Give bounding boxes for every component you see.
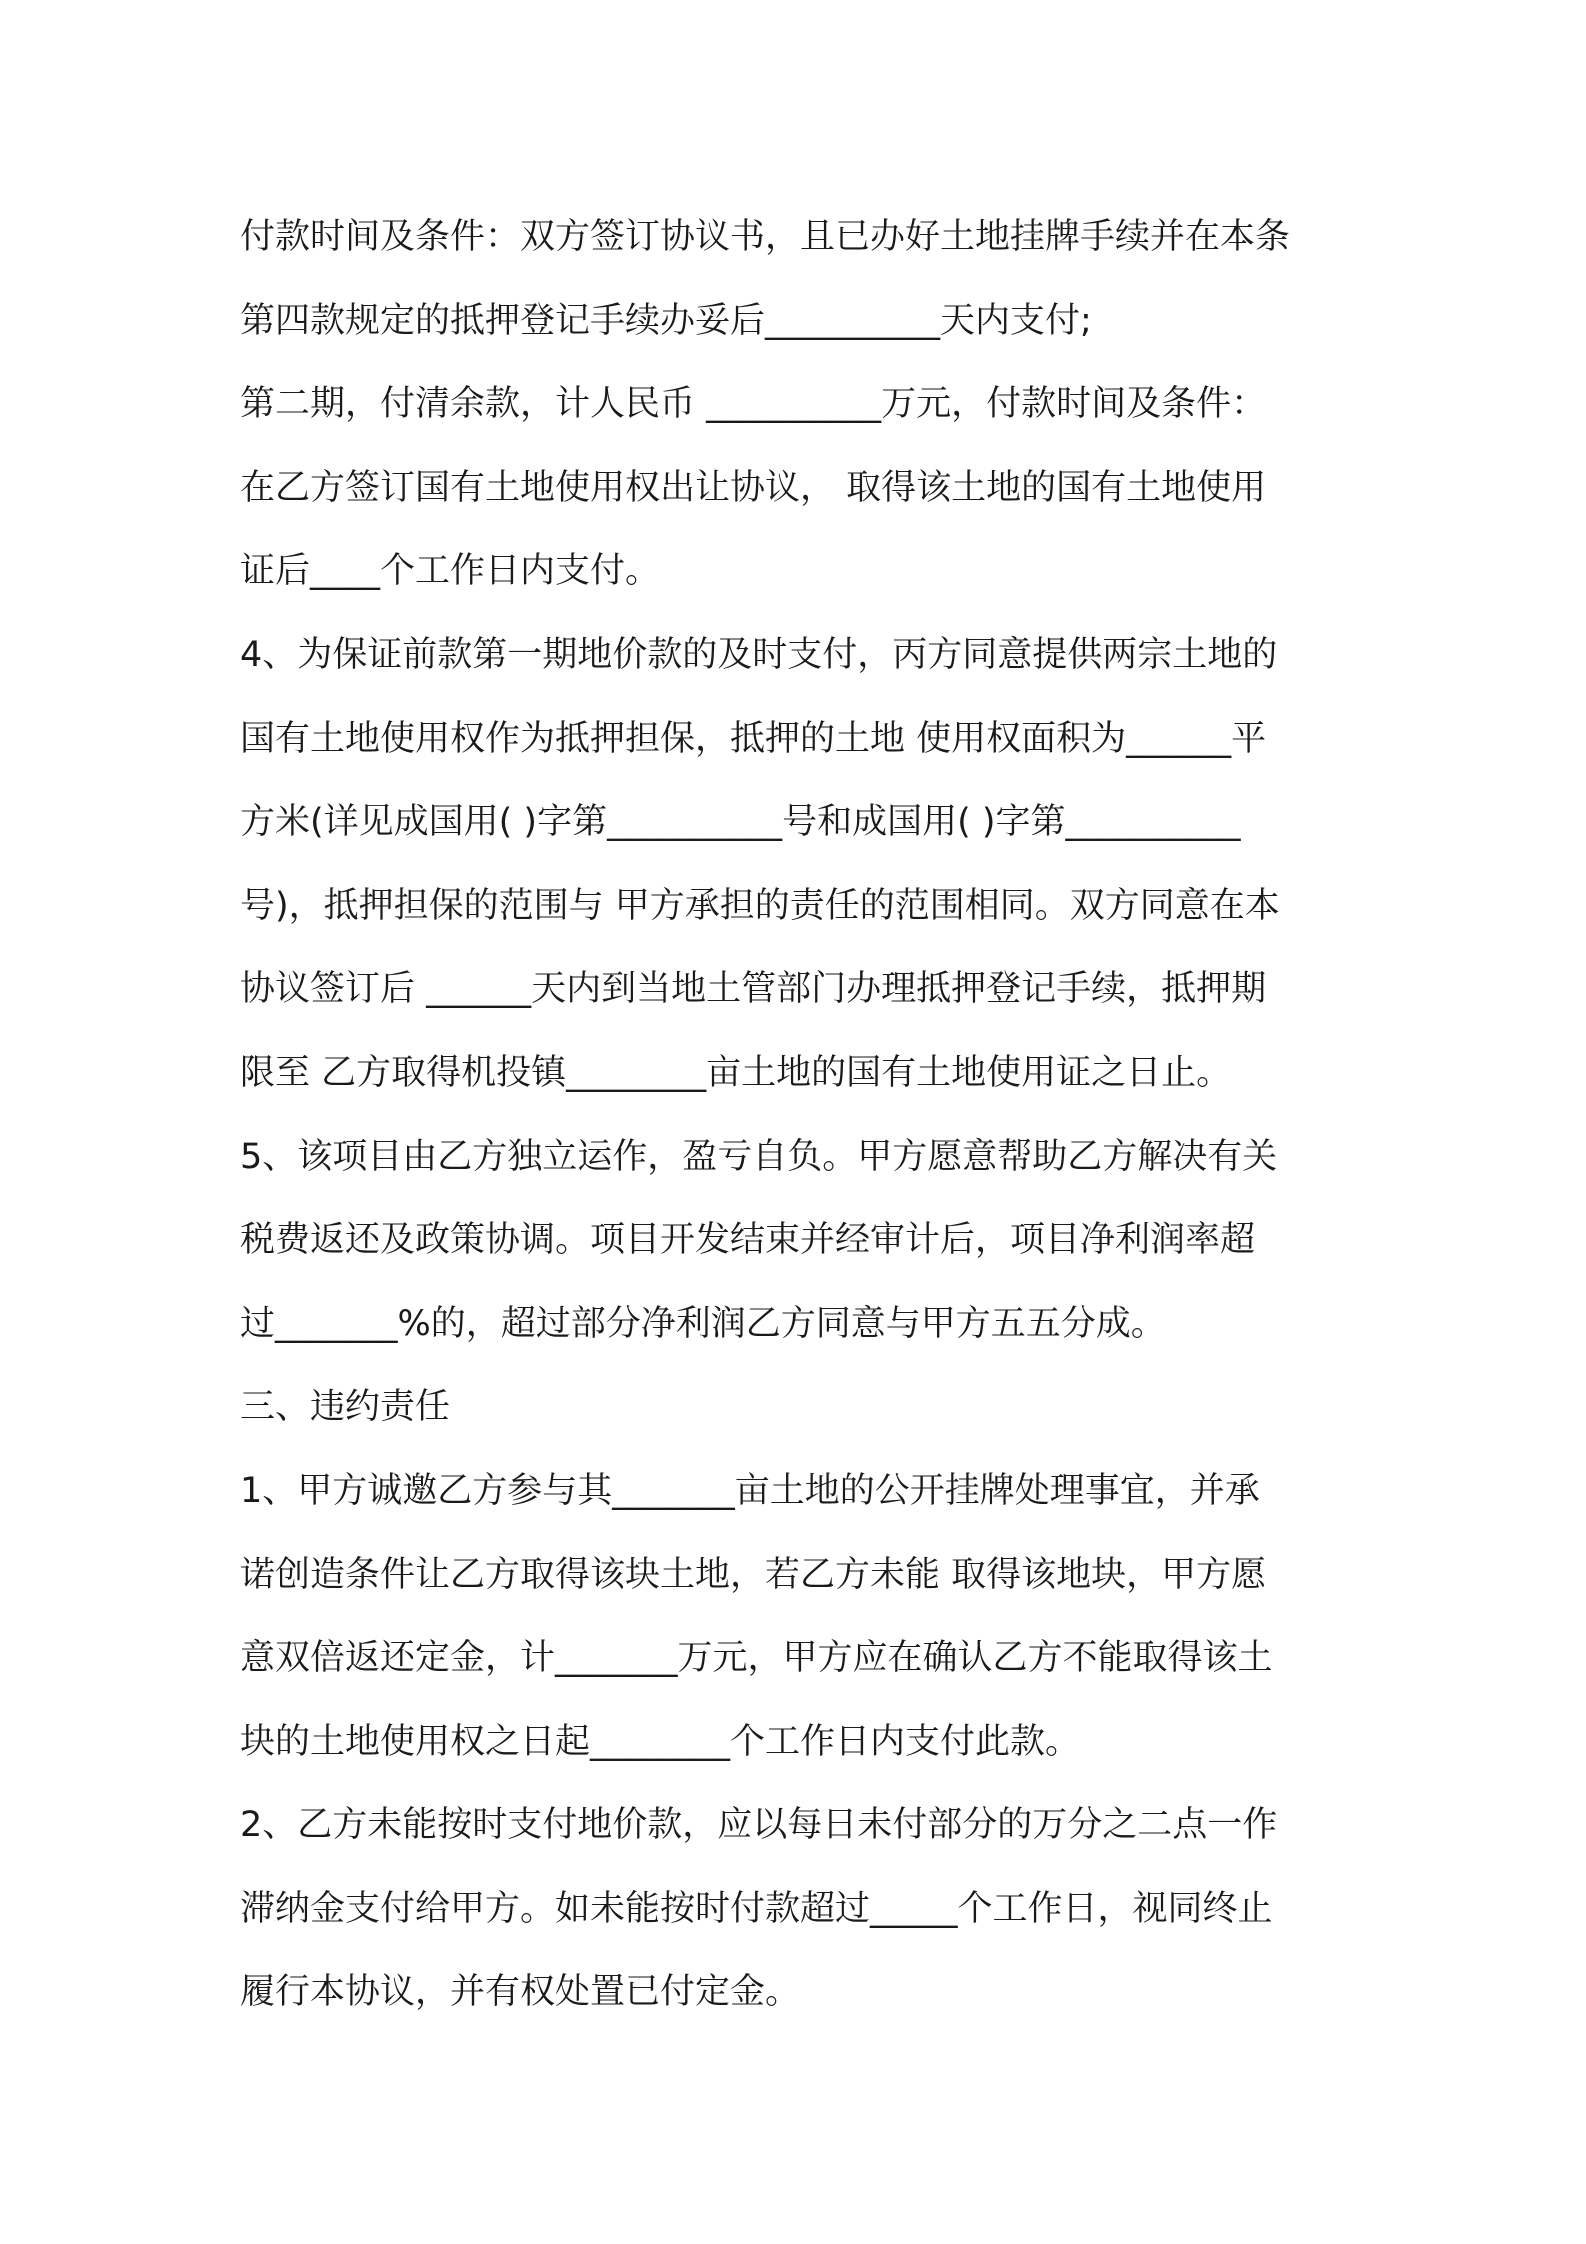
text-line: 履行本协议，并有权处置已付定金。 <box>240 1972 801 2013</box>
contract-text-body <box>240 196 1360 2035</box>
text-line: 2、乙方未能按时支付地价款，应以每日未付部分的万分之二点一作 <box>240 1805 1278 1846</box>
text-line: 1、甲方诚邀乙方参与其_______亩土地的公开挂牌处理事宜，并承 <box>240 1470 1260 1511</box>
text-line: 限至 乙方取得机投镇________亩土地的国有土地使用证之日止。 <box>240 1052 1232 1093</box>
text-line: 第四款规定的抵押登记手续办妥后__________天内支付; <box>240 300 1092 341</box>
section-heading: 三、违约责任 <box>240 1387 451 1428</box>
text-line: 付款时间及条件：双方签订协议书，且已办好土地挂牌手续并在本条 <box>240 217 1291 257</box>
text-line: 证后____个工作日内支付。 <box>240 551 661 592</box>
text-line: 在乙方签订国有土地使用权出让协议， 取得该土地的国有土地使用 <box>240 467 1267 508</box>
text-line: 第二期，付清余款，计人民币 __________万元，付款时间及条件： <box>240 384 1267 425</box>
text-line: 过_______%的，超过部分净利润乙方同意与甲方五五分成。 <box>240 1303 1166 1344</box>
text-line: 号)，抵押担保的范围与 甲方承担的责任的范围相同。双方同意在本 <box>240 885 1280 926</box>
text-line: 意双倍返还定金，计_______万元，甲方应在确认乙方不能取得该土 <box>240 1638 1273 1679</box>
text-line: 国有土地使用权作为抵押担保，抵押的土地 使用权面积为______平 <box>240 718 1267 759</box>
text-line: 方米(详见成国用( )字第__________号和成国用( )字第__________ <box>240 802 1241 843</box>
text-line: 协议签订后 ______天内到当地土管部门办理抵押登记手续，抵押期 <box>240 969 1267 1010</box>
text-line: 税费返还及政策协调。项目开发结束并经审计后，项目净利润率超 <box>240 1220 1256 1261</box>
text-line: 4、为保证前款第一期地价款的及时支付，丙方同意提供两宗土地的 <box>240 634 1278 675</box>
text-line: 诺创造条件让乙方取得该块土地，若乙方未能 取得该地块，甲方愿 <box>240 1554 1267 1595</box>
text-line: 滞纳金支付给甲方。如未能按时付款超过_____个工作日，视同终止 <box>240 1888 1273 1929</box>
text-line: 5、该项目由乙方独立运作，盈亏自负。甲方愿意帮助乙方解决有关 <box>240 1136 1278 1177</box>
text-line: 块的土地使用权之日起________个工作日内支付此款。 <box>240 1721 1081 1762</box>
